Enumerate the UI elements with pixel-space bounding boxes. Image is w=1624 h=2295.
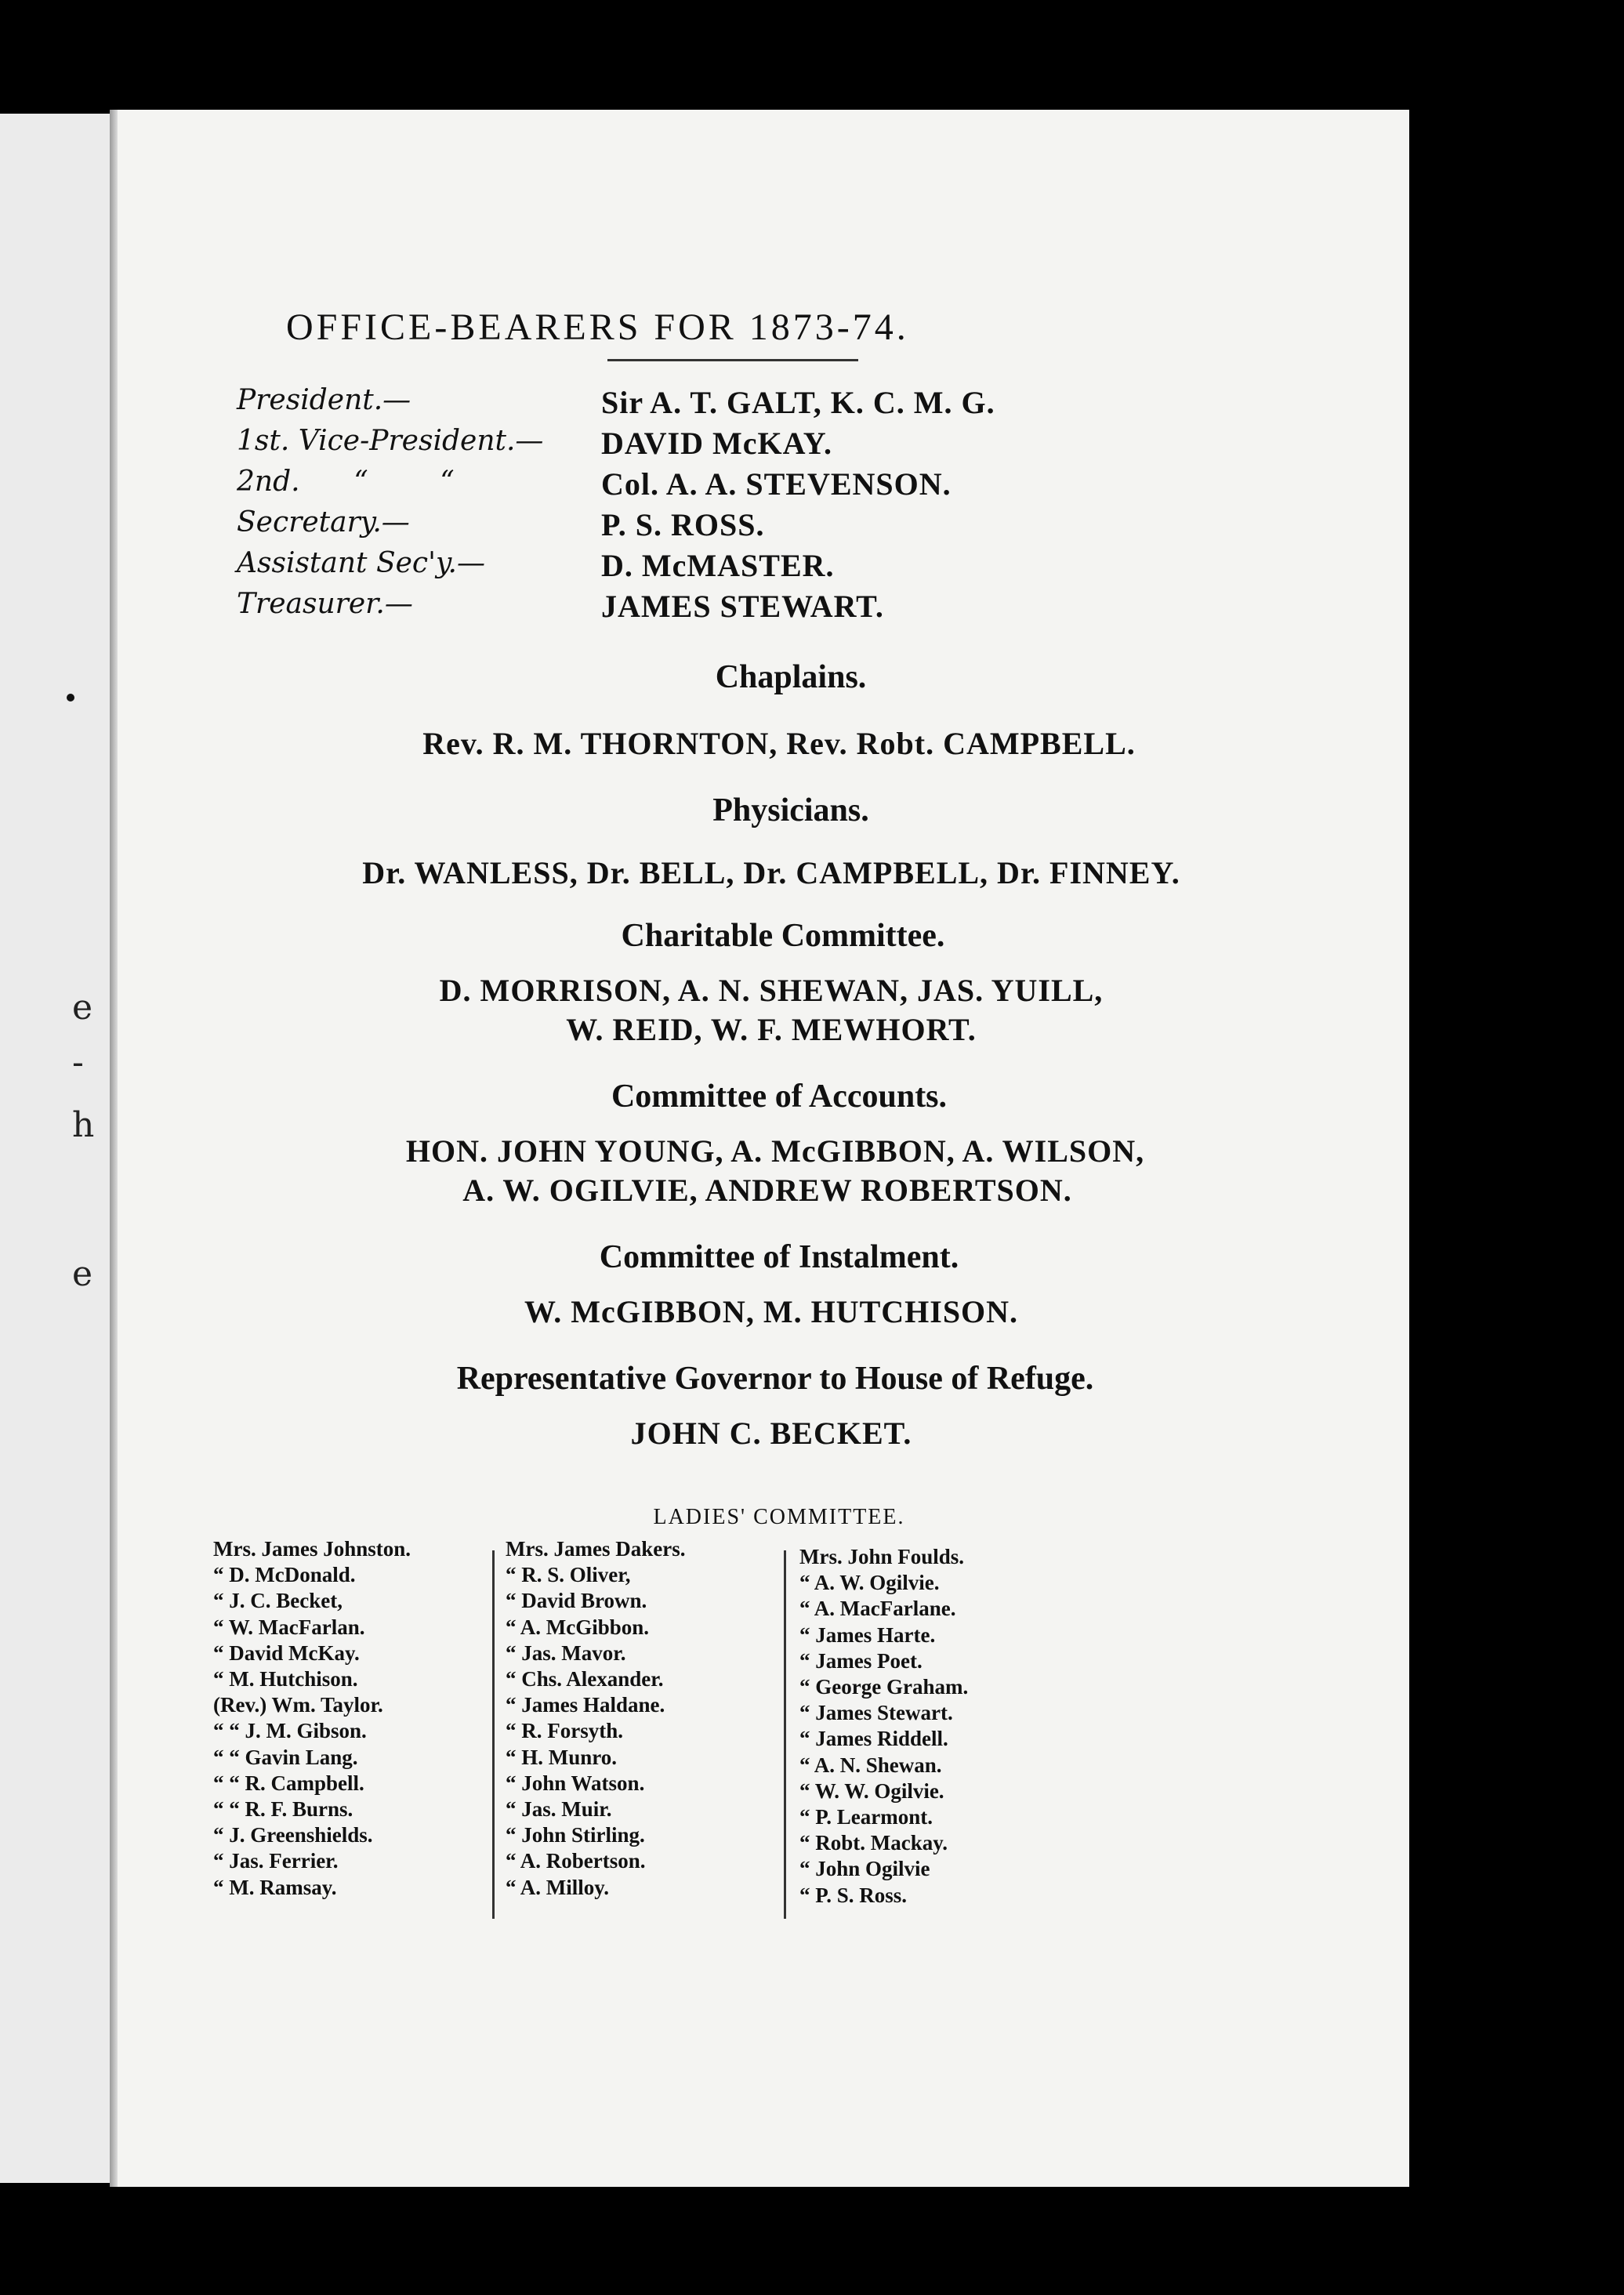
ladies-column	[506, 1536, 685, 1901]
officer-name: JAMES STEWART.	[601, 589, 884, 624]
instalment-committee-line: W. McGIBBON, M. HUTCHISON.	[524, 1294, 1019, 1329]
refuge-governor-name: JOHN C. BECKET.	[630, 1416, 912, 1451]
ladies-member: “ R. S. Oliver,	[506, 1563, 631, 1587]
left-page-fragment: e	[72, 988, 93, 1028]
instalment-committee-heading: Committee of Instalment.	[599, 1239, 959, 1275]
ladies-member: “ A. W. Ogilvie.	[799, 1571, 940, 1595]
ladies-member: (Rev.) Wm. Taylor.	[213, 1693, 383, 1717]
charitable-committee-line: D. MORRISON, A. N. SHEWAN, JAS. YUILL,	[439, 973, 1104, 1008]
charitable-committee-heading: Charitable Committee.	[621, 918, 945, 954]
left-page-fragment: -	[72, 1042, 84, 1082]
ladies-member: “ P. Learmont.	[799, 1805, 933, 1829]
ladies-member: “ “ R. Campbell.	[213, 1771, 364, 1795]
chaplains-names: Rev. R. M. THORNTON, Rev. Robt. CAMPBELL.	[422, 726, 1136, 761]
ladies-member: “ H. Munro.	[506, 1745, 618, 1769]
ladies-member: “ George Graham.	[799, 1675, 969, 1699]
officer-role: Treasurer.—	[237, 588, 413, 620]
ladies-member: “ John Ogilvie	[799, 1857, 930, 1881]
ladies-member: “ A. MacFarlane.	[799, 1597, 956, 1621]
ladies-member: “ M. Hutchison.	[213, 1667, 358, 1691]
ladies-member: Mrs. James Johnston.	[213, 1537, 411, 1561]
ladies-column	[213, 1536, 411, 1901]
ladies-member: “ R. Forsyth.	[506, 1719, 623, 1743]
officer-name: Sir A. T. GALT, K. C. M. G.	[601, 385, 995, 420]
officer-name: DAVID McKAY.	[601, 426, 833, 461]
chaplains-heading: Chaplains.	[715, 659, 867, 695]
ladies-member: “ J. Greenshields.	[213, 1823, 373, 1847]
column-divider	[492, 1550, 495, 1919]
ladies-member: “ James Stewart.	[799, 1701, 953, 1725]
officer-name: P. S. ROSS.	[601, 507, 765, 542]
officer-role: 2nd. “ “	[237, 466, 455, 498]
ladies-member: “ James Poet.	[799, 1648, 923, 1673]
ladies-member: “ A. McGibbon.	[506, 1615, 650, 1639]
ladies-member: “ John Stirling.	[506, 1823, 645, 1847]
ladies-member: “ James Riddell.	[799, 1727, 948, 1751]
ladies-member: “ James Harte.	[799, 1622, 936, 1647]
ladies-member: “ Jas. Ferrier.	[213, 1849, 339, 1873]
ladies-member: “ A. Robertson.	[506, 1849, 646, 1873]
officer-role: Assistant Sec'y.—	[237, 547, 485, 579]
ladies-member: “ “ J. M. Gibson.	[213, 1719, 367, 1743]
ladies-member: Mrs. John Foulds.	[799, 1545, 965, 1568]
ladies-member: “ James Haldane.	[506, 1693, 665, 1717]
charitable-committee-line: W. REID, W. F. MEWHORT.	[566, 1012, 977, 1047]
ladies-member: “ Chs. Alexander.	[506, 1667, 664, 1691]
officer-role: President.—	[237, 384, 411, 416]
officer-name: D. McMASTER.	[601, 548, 835, 583]
physicians-heading: Physicians.	[712, 792, 869, 828]
accounts-committee-line: HON. JOHN YOUNG, A. McGIBBON, A. WILSON,	[405, 1133, 1145, 1169]
ladies-member: “ J. C. Becket,	[213, 1589, 343, 1613]
physicians-names: Dr. WANLESS, Dr. BELL, Dr. CAMPBELL, Dr. FINNEY.	[362, 855, 1180, 890]
bullet-dot	[67, 694, 74, 702]
column-divider	[784, 1550, 786, 1919]
ladies-member: “ M. Ramsay.	[213, 1875, 337, 1899]
title-rule	[607, 359, 858, 361]
left-page-fragment: e	[72, 1254, 93, 1294]
ladies-member: “ David Brown.	[506, 1589, 647, 1613]
ladies-member: “ Robt. Mackay.	[799, 1831, 948, 1855]
accounts-committee-heading: Committee of Accounts.	[611, 1079, 948, 1115]
page-gutter	[110, 110, 118, 2187]
ladies-member: “ “ Gavin Lang.	[213, 1745, 358, 1769]
ladies-member: “ D. McDonald.	[213, 1563, 356, 1587]
accounts-committee-line: A. W. OGILVIE, ANDREW ROBERTSON.	[462, 1173, 1072, 1208]
left-page-fragment: h	[72, 1105, 95, 1145]
ladies-column	[799, 1544, 968, 1909]
ladies-member: “ John Watson.	[506, 1771, 645, 1795]
ladies-member: “ Jas. Mavor.	[506, 1641, 626, 1665]
left-page-edge	[0, 114, 110, 2183]
ladies-member: “ A. Milloy.	[506, 1875, 610, 1899]
ladies-member: “ David McKay.	[213, 1641, 360, 1665]
ladies-member: “ A. N. Shewan.	[799, 1753, 942, 1777]
officer-role: 1st. Vice-President.—	[237, 425, 544, 457]
officer-name: Col. A. A. STEVENSON.	[601, 466, 952, 502]
refuge-governor-heading: Representative Governor to House of Refuge.	[456, 1361, 1094, 1397]
ladies-member: “ Jas. Muir.	[506, 1797, 612, 1822]
ladies-member: “ W. MacFarlan.	[213, 1615, 365, 1639]
ladies-committee-heading: LADIES' COMMITTEE.	[653, 1505, 905, 1529]
ladies-member: “ “ R. F. Burns.	[213, 1797, 353, 1822]
ladies-member: “ W. W. Ogilvie.	[799, 1778, 944, 1803]
ladies-member: Mrs. James Dakers.	[506, 1537, 686, 1561]
page-title: OFFICE-BEARERS FOR 1873-74.	[286, 306, 909, 348]
officer-role: Secretary.—	[237, 506, 410, 538]
ladies-member: “ P. S. Ross.	[799, 1883, 908, 1907]
